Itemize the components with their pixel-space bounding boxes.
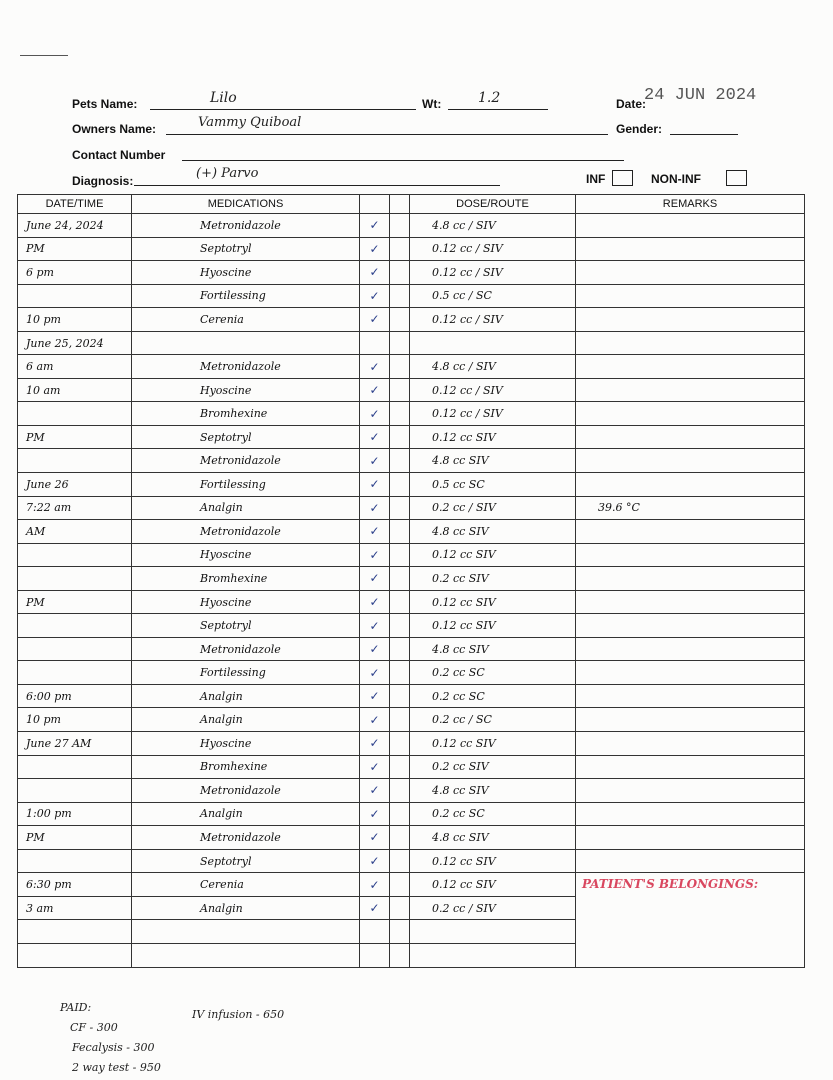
table-row [18,331,805,355]
row-date[interactable]: 6 pm [18,261,132,285]
row-blank[interactable] [390,637,410,661]
row-date[interactable]: PM [18,590,132,614]
row-medication[interactable]: Metronidazole [132,449,360,473]
row-check[interactable]: ✓ [360,520,390,544]
row-check[interactable]: ✓ [360,590,390,614]
row-check[interactable]: ✓ [360,802,390,826]
wt-line [448,109,548,110]
row-remark[interactable] [576,402,805,426]
table-row [18,237,805,261]
row-check[interactable]: ✓ [360,896,390,920]
row-blank[interactable] [390,402,410,426]
row-dose[interactable]: 4.8 cc SIV [410,520,576,544]
row-remark[interactable] [576,849,805,873]
table-row [18,543,805,567]
row-date[interactable] [18,920,132,944]
row-date[interactable]: 6 am [18,355,132,379]
row-medication[interactable]: Hyoscine [132,378,360,402]
corner-mark [20,55,68,56]
row-medication[interactable] [132,331,360,355]
table-row [18,732,805,756]
date-label: Date: [616,97,647,111]
row-dose[interactable]: 0.12 cc / SIV [410,261,576,285]
row-dose[interactable]: 0.2 cc / SIV [410,896,576,920]
row-blank[interactable] [390,284,410,308]
owners-name-label: Owners Name: [72,122,157,136]
row-medication[interactable]: Hyoscine [132,261,360,285]
row-date[interactable] [18,284,132,308]
row-date[interactable] [18,779,132,803]
row-dose[interactable]: 0.12 cc SIV [410,873,576,897]
row-medication[interactable]: Metronidazole [132,826,360,850]
table-row [18,755,805,779]
row-check[interactable]: ✓ [360,449,390,473]
row-dose[interactable]: 0.12 cc / SIV [410,402,576,426]
row-medication[interactable]: Septotryl [132,425,360,449]
table-row [18,496,805,520]
row-date[interactable] [18,637,132,661]
row-date[interactable] [18,755,132,779]
row-remark[interactable] [576,637,805,661]
row-dose[interactable]: 4.8 cc / SIV [410,214,576,238]
row-date[interactable] [18,849,132,873]
row-dose[interactable]: 0.12 cc SIV [410,425,576,449]
row-blank[interactable] [390,826,410,850]
row-medication[interactable]: Analgin [132,896,360,920]
row-remark[interactable] [576,826,805,850]
row-remark[interactable] [576,708,805,732]
table-row [18,826,805,850]
row-remark[interactable] [576,520,805,544]
wt-label: Wt: [422,97,442,111]
row-dose[interactable]: 0.12 cc / SIV [410,237,576,261]
row-blank[interactable] [390,590,410,614]
row-blank[interactable] [390,684,410,708]
row-blank[interactable] [390,308,410,332]
row-date[interactable]: June 26 [18,473,132,497]
row-remark[interactable] [576,355,805,379]
table-row [18,214,805,238]
row-dose[interactable]: 0.12 cc SIV [410,614,576,638]
row-medication[interactable]: Bromhexine [132,402,360,426]
row-medication[interactable]: Metronidazole [132,637,360,661]
row-check[interactable]: ✓ [360,496,390,520]
table-row [18,708,805,732]
row-dose[interactable]: 4.8 cc SIV [410,449,576,473]
row-remark[interactable] [576,779,805,803]
row-dose[interactable]: 0.2 cc SC [410,661,576,685]
table-row [18,308,805,332]
row-remark[interactable] [576,661,805,685]
row-blank[interactable] [390,425,410,449]
table-row [18,637,805,661]
row-blank[interactable] [390,543,410,567]
row-check[interactable]: ✓ [360,567,390,591]
row-medication[interactable]: Cerenia [132,873,360,897]
row-blank[interactable] [390,355,410,379]
row-check[interactable]: ✓ [360,755,390,779]
row-check[interactable]: ✓ [360,732,390,756]
pets-name-line [150,109,416,110]
row-date[interactable]: 10 pm [18,708,132,732]
row-check[interactable] [360,943,390,967]
row-medication[interactable]: Analgin [132,708,360,732]
row-remark[interactable] [576,425,805,449]
row-date[interactable]: AM [18,520,132,544]
row-dose[interactable]: 0.2 cc SC [410,684,576,708]
row-date[interactable]: 10 am [18,378,132,402]
table-row [18,590,805,614]
noninf-checkbox[interactable] [726,170,747,186]
row-check[interactable]: ✓ [360,614,390,638]
table-row [18,473,805,497]
row-remark[interactable] [576,331,805,355]
row-dose[interactable] [410,331,576,355]
row-remark[interactable] [576,755,805,779]
row-remark[interactable] [576,802,805,826]
row-check[interactable]: ✓ [360,355,390,379]
row-dose[interactable]: 0.12 cc SIV [410,543,576,567]
row-remark[interactable] [576,873,805,967]
row-date[interactable] [18,661,132,685]
row-date[interactable]: 6:00 pm [18,684,132,708]
row-blank[interactable] [390,214,410,238]
row-remark[interactable] [576,308,805,332]
contact-line [182,160,624,161]
table-row [18,520,805,544]
row-blank[interactable] [390,732,410,756]
row-dose[interactable]: 0.2 cc SC [410,802,576,826]
table-row [18,449,805,473]
row-medication[interactable]: Metronidazole [132,214,360,238]
table-row [18,402,805,426]
note-2way: 2 way test - 950 [72,1061,161,1074]
gender-label: Gender: [616,122,663,136]
row-check[interactable]: ✓ [360,826,390,850]
row-date[interactable] [18,943,132,967]
table-row [18,873,805,897]
row-remark[interactable] [576,543,805,567]
table-row [18,661,805,685]
table-row [18,425,805,449]
row-remark[interactable] [576,449,805,473]
row-date[interactable]: 1:00 pm [18,802,132,826]
row-dose[interactable]: 0.12 cc SIV [410,849,576,873]
row-blank[interactable] [390,873,410,897]
row-date[interactable]: 7:22 am [18,496,132,520]
row-medication[interactable] [132,920,360,944]
table-row [18,355,805,379]
row-date[interactable]: PM [18,237,132,261]
row-remark[interactable] [576,237,805,261]
date-value[interactable]: 24 JUN 2024 [644,86,757,105]
row-remark[interactable] [576,590,805,614]
inf-checkbox[interactable] [612,170,633,186]
note-fecalysis: Fecalysis - 300 [72,1041,155,1054]
row-medication[interactable]: Hyoscine [132,543,360,567]
row-check[interactable]: ✓ [360,637,390,661]
row-check[interactable]: ✓ [360,378,390,402]
gender-line [670,134,738,135]
contact-label: Contact Number [72,148,166,162]
row-date[interactable] [18,567,132,591]
header-dose: DOSE/ROUTE [410,195,576,214]
treatment-table [17,194,805,968]
row-check[interactable]: ✓ [360,543,390,567]
table-row [18,261,805,285]
row-medication[interactable]: Septotryl [132,237,360,261]
row-medication[interactable]: Septotryl [132,849,360,873]
row-check[interactable]: ✓ [360,261,390,285]
row-dose[interactable]: 0.2 cc / SIV [410,496,576,520]
table-row [18,378,805,402]
row-remark[interactable] [576,261,805,285]
row-dose[interactable]: 4.8 cc / SIV [410,355,576,379]
row-blank[interactable] [390,849,410,873]
row-blank[interactable] [390,261,410,285]
row-dose[interactable]: 0.12 cc / SIV [410,378,576,402]
header-check [360,195,390,214]
table-row [18,849,805,873]
note-paid: PAID: [60,1001,92,1014]
row-date[interactable] [18,614,132,638]
table-header-row [18,195,805,214]
row-medication[interactable]: Hyoscine [132,732,360,756]
note-iv: IV infusion - 650 [192,1008,285,1021]
row-dose[interactable]: 0.12 cc SIV [410,732,576,756]
row-dose[interactable] [410,943,576,967]
row-dose[interactable]: 0.5 cc SC [410,473,576,497]
pets-name-label: Pets Name: [72,97,138,111]
row-blank[interactable] [390,449,410,473]
row-check[interactable]: ✓ [360,661,390,685]
row-medication[interactable]: Fortilessing [132,473,360,497]
row-date[interactable] [18,543,132,567]
row-date[interactable]: June 27 AM [18,732,132,756]
row-blank[interactable] [390,520,410,544]
row-date[interactable] [18,449,132,473]
row-blank[interactable] [390,661,410,685]
row-date[interactable]: June 25, 2024 [18,331,132,355]
row-date[interactable]: PM [18,425,132,449]
owners-name-line [166,134,608,135]
row-remark[interactable] [576,378,805,402]
row-remark[interactable] [576,732,805,756]
row-date[interactable]: 3 am [18,896,132,920]
row-dose[interactable]: 0.2 cc / SC [410,708,576,732]
row-blank[interactable] [390,331,410,355]
row-date[interactable]: June 24, 2024 [18,214,132,238]
row-blank[interactable] [390,378,410,402]
row-blank[interactable] [390,779,410,803]
row-check[interactable]: ✓ [360,425,390,449]
row-medication[interactable]: Cerenia [132,308,360,332]
row-medication[interactable]: Analgin [132,684,360,708]
noninf-label: NON-INF [651,172,701,186]
row-check[interactable] [360,920,390,944]
row-remark[interactable]: 39.6 °C [576,496,805,520]
header-datetime: DATE/TIME [18,195,132,214]
row-remark[interactable] [576,614,805,638]
row-dose[interactable]: 0.2 cc SIV [410,755,576,779]
row-dose[interactable] [410,920,576,944]
row-check[interactable]: ✓ [360,308,390,332]
row-date[interactable]: 6:30 pm [18,873,132,897]
row-check[interactable]: ✓ [360,402,390,426]
row-blank[interactable] [390,943,410,967]
diagnosis-line [134,185,500,186]
row-blank[interactable] [390,802,410,826]
row-medication[interactable]: Bromhexine [132,567,360,591]
row-medication[interactable]: Septotryl [132,614,360,638]
row-blank[interactable] [390,896,410,920]
row-remark[interactable] [576,284,805,308]
row-dose[interactable]: 4.8 cc SIV [410,637,576,661]
row-dose[interactable]: 0.12 cc / SIV [410,308,576,332]
row-dose[interactable]: 4.8 cc SIV [410,826,576,850]
row-medication[interactable]: Metronidazole [132,355,360,379]
row-remark[interactable] [576,567,805,591]
row-check[interactable]: ✓ [360,708,390,732]
row-dose[interactable]: 0.12 cc SIV [410,590,576,614]
row-medication[interactable]: Analgin [132,802,360,826]
row-check[interactable]: ✓ [360,873,390,897]
row-check[interactable]: ✓ [360,684,390,708]
row-check[interactable]: ✓ [360,849,390,873]
row-check[interactable]: ✓ [360,284,390,308]
belongings-label: PATIENT'S BELONGINGS: [582,877,759,892]
row-date[interactable]: PM [18,826,132,850]
row-blank[interactable] [390,708,410,732]
pets-name-value[interactable]: Lilo [210,90,237,106]
row-medication[interactable] [132,943,360,967]
row-blank[interactable] [390,473,410,497]
row-blank[interactable] [390,614,410,638]
row-check[interactable]: ✓ [360,237,390,261]
row-medication[interactable]: Bromhexine [132,755,360,779]
table-row [18,614,805,638]
table-row [18,684,805,708]
row-check[interactable]: ✓ [360,473,390,497]
row-blank[interactable] [390,920,410,944]
header-medications: MEDICATIONS [132,195,360,214]
diagnosis-value[interactable]: (+) Parvo [196,166,259,181]
diagnosis-label: Diagnosis: [72,174,134,188]
row-blank[interactable] [390,496,410,520]
row-dose[interactable]: 0.5 cc / SC [410,284,576,308]
wt-value[interactable]: 1.2 [478,90,501,106]
table-row [18,779,805,803]
table-row [18,802,805,826]
row-blank[interactable] [390,755,410,779]
row-medication[interactable]: Fortilessing [132,661,360,685]
row-remark[interactable] [576,473,805,497]
row-check[interactable]: ✓ [360,779,390,803]
table-row [18,284,805,308]
row-medication[interactable]: Metronidazole [132,520,360,544]
row-date[interactable] [18,402,132,426]
table-row [18,567,805,591]
note-cf: CF - 300 [70,1021,118,1034]
header-blank [390,195,410,214]
row-remark[interactable] [576,214,805,238]
row-remark[interactable] [576,684,805,708]
table-body [18,214,805,968]
row-medication[interactable]: Hyoscine [132,590,360,614]
header-remarks: REMARKS [576,195,805,214]
payment-notes [60,998,161,1078]
row-date[interactable]: 10 pm [18,308,132,332]
row-blank[interactable] [390,567,410,591]
row-dose[interactable]: 4.8 cc SIV [410,779,576,803]
row-medication[interactable]: Analgin [132,496,360,520]
row-check[interactable] [360,331,390,355]
inf-label: INF [586,172,606,186]
row-blank[interactable] [390,237,410,261]
row-check[interactable]: ✓ [360,214,390,238]
row-medication[interactable]: Fortilessing [132,284,360,308]
row-medication[interactable]: Metronidazole [132,779,360,803]
owners-name-value[interactable]: Vammy Quiboal [198,115,302,130]
row-dose[interactable]: 0.2 cc SIV [410,567,576,591]
